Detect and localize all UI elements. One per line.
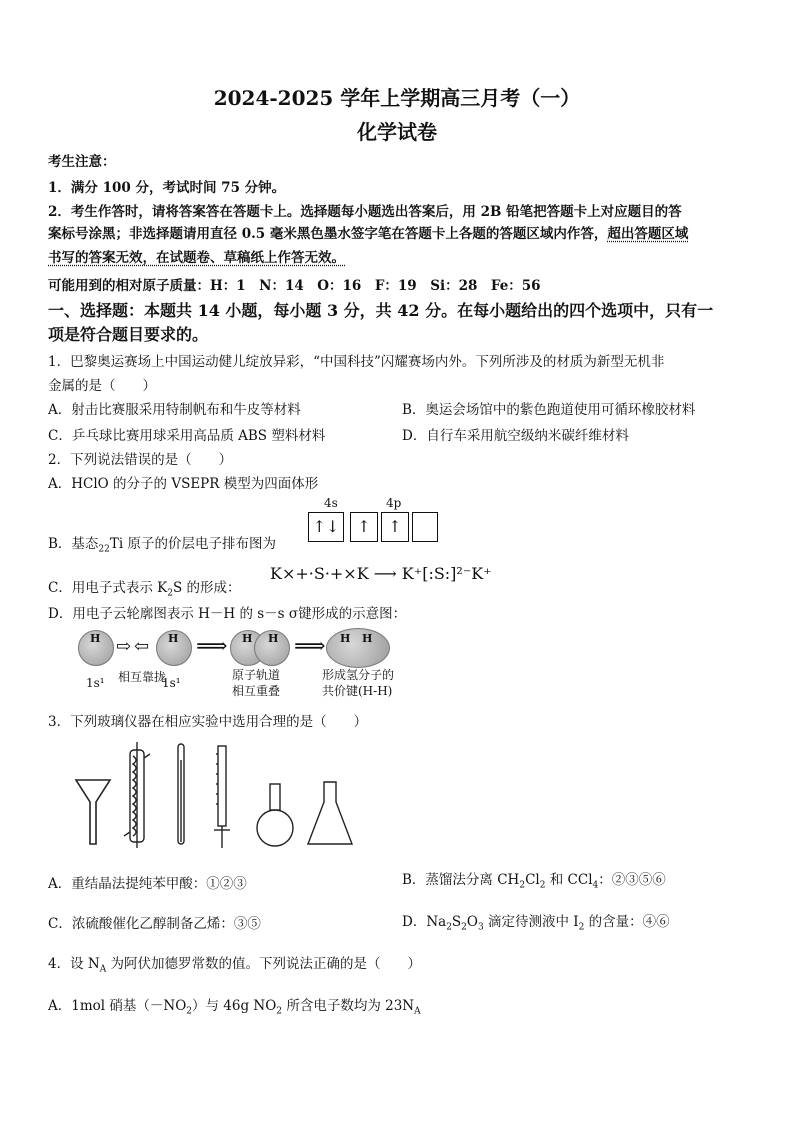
q3-option-a: A．重结晶法提纯苯甲酸：①②③ <box>48 876 247 892</box>
q1-option-a: A．射击比赛服采用特制帆布和牛皮等材料 <box>48 402 301 418</box>
step1-label: 相互靠拢 <box>118 670 167 684</box>
notice-item1: 1．满分 100 分，考试时间 75 分钟。 <box>48 180 286 196</box>
orbital-box-4p-2: ↑ <box>381 512 409 542</box>
q2-option-c: C．用电子式表示 $K_2S$ 的形成： <box>48 580 241 599</box>
arrow-right-icon: ⇨ <box>116 636 132 657</box>
burette-icon <box>214 746 230 848</box>
formula-arrow: ⟶ <box>373 564 397 583</box>
q2-option-d: D．用电子云轮廓图表示 H－H 的 s－s σ键形成的示意图： <box>48 606 407 622</box>
arrow-right-icon: ⟹ <box>196 634 228 659</box>
orbital-box-4p-1: ↑ <box>350 512 378 542</box>
step3-label-1: 形成氢分子的 <box>322 668 395 682</box>
h-label: H <box>242 632 253 645</box>
arrow-left-icon: ⇦ <box>134 636 150 657</box>
q3-stem: 3．下列玻璃仪器在相应实验中选用合理的是（ ） <box>48 714 368 730</box>
page-subtitle: 化学试卷 <box>357 120 437 144</box>
label-4s: 4s <box>324 496 338 510</box>
formula-right: K⁺[:S:]²⁻K⁺ <box>401 564 492 583</box>
q2-stem: 2．下列说法错误的是（ ） <box>48 452 233 468</box>
step2-label-2: 相互重叠 <box>232 684 281 698</box>
h-label: H <box>268 632 279 645</box>
formula-left: K×+·S·+×K <box>270 564 369 583</box>
q4-option-a: A．1mol 硝基$(-NO_2)$与 46g $NO_2$ 所含电子数均为 $23N_A$ <box>48 998 421 1017</box>
q2-option-b: B．基态$_{22}$Ti 原子的价层电子排布图为 <box>48 536 276 555</box>
atomic-masses: 可能用到的相对原子质量：H：1 N：14 O：16 F：19 Si：28 Fe：56 <box>48 278 541 294</box>
notice-item2-line1: 2．考生作答时，请将答案答在答题卡上。选择题每小题选出答案后，用 2B 铅笔把答题卡上对应题目的答 <box>48 204 682 220</box>
section1-heading-line1: 一、选择题：本题共 14 小题，每小题 3 分，共 42 分。在每小题给出的四个选项中，只有一 <box>48 301 714 320</box>
section1-heading-line2: 项是符合题目要求的。 <box>48 325 209 344</box>
label-1s-right: 1s¹ <box>162 676 181 690</box>
label-4p: 4p <box>386 496 402 510</box>
h-label: H <box>340 632 351 645</box>
q3-option-d: D．$Na_2S_2O_3$ 滴定待测液中 $I_2$ 的含量：④⑥ <box>402 914 670 933</box>
h-label: H <box>362 632 373 645</box>
q3-option-c: C．浓硫酸催化乙醇制备乙烯：③⑤ <box>48 916 261 932</box>
q1-option-c: C．乒乓球比赛用球采用高品质 ABS 塑料材料 <box>48 428 326 444</box>
electron-formula <box>270 564 492 583</box>
q3-option-b: B．蒸馏法分离 $CH_2Cl_2$ 和 CCl$_4$：②③⑤⑥ <box>402 872 666 891</box>
notice-item2-line2: 案标号涂黑；非选择题请用直径 0.5 毫米黑色墨水签字笔在答题卡上各题的答题区域内作答，超出答题区域 <box>48 226 689 242</box>
notice-item2-line3: 书写的答案无效，在试题卷、草稿纸上作答无效。 <box>48 250 345 266</box>
q4-stem: 4．设 $N_A$ 为阿伏加德罗常数的值。下列说法正确的是（ ） <box>48 956 421 975</box>
q1-option-b: B．奥运会场馆中的紫色跑道使用可循环橡胶材料 <box>402 402 696 418</box>
condenser-icon <box>124 742 150 848</box>
page-title: 2024-2025 学年上学期高三月考（一） <box>213 86 581 110</box>
orbital-box-4p-3 <box>412 512 438 542</box>
q2-option-a: A．HClO 的分子的 VSEPR 模型为四面体形 <box>48 476 319 492</box>
q1-stem-line1: 1．巴黎奥运赛场上中国运动健儿绽放异彩，“中国科技”闪耀赛场内外。下列所涉及的材质为新型无机非 <box>48 354 665 370</box>
notice-heading: 考生注意： <box>48 154 116 170</box>
q1-stem-line2: 金属的是（ ） <box>48 378 156 394</box>
step2-label-1: 原子轨道 <box>232 668 281 682</box>
h-label: H <box>90 632 101 645</box>
round-bottom-flask-icon <box>257 784 293 846</box>
h2-molecule <box>326 628 390 668</box>
q1-option-d: D．自行车采用航空级纳米碳纤维材料 <box>402 428 629 444</box>
conical-flask-icon <box>308 782 352 844</box>
step3-label-2: 共价键(H-H) <box>322 684 393 698</box>
label-1s-left: 1s¹ <box>86 676 105 690</box>
funnel-icon <box>76 780 110 844</box>
h-label: H <box>168 632 179 645</box>
glassware-figure <box>70 740 370 850</box>
thermometer-icon <box>178 744 184 844</box>
orbital-box-4s: ↑↓ <box>308 512 344 542</box>
arrow-right-icon: ⟹ <box>294 634 326 659</box>
